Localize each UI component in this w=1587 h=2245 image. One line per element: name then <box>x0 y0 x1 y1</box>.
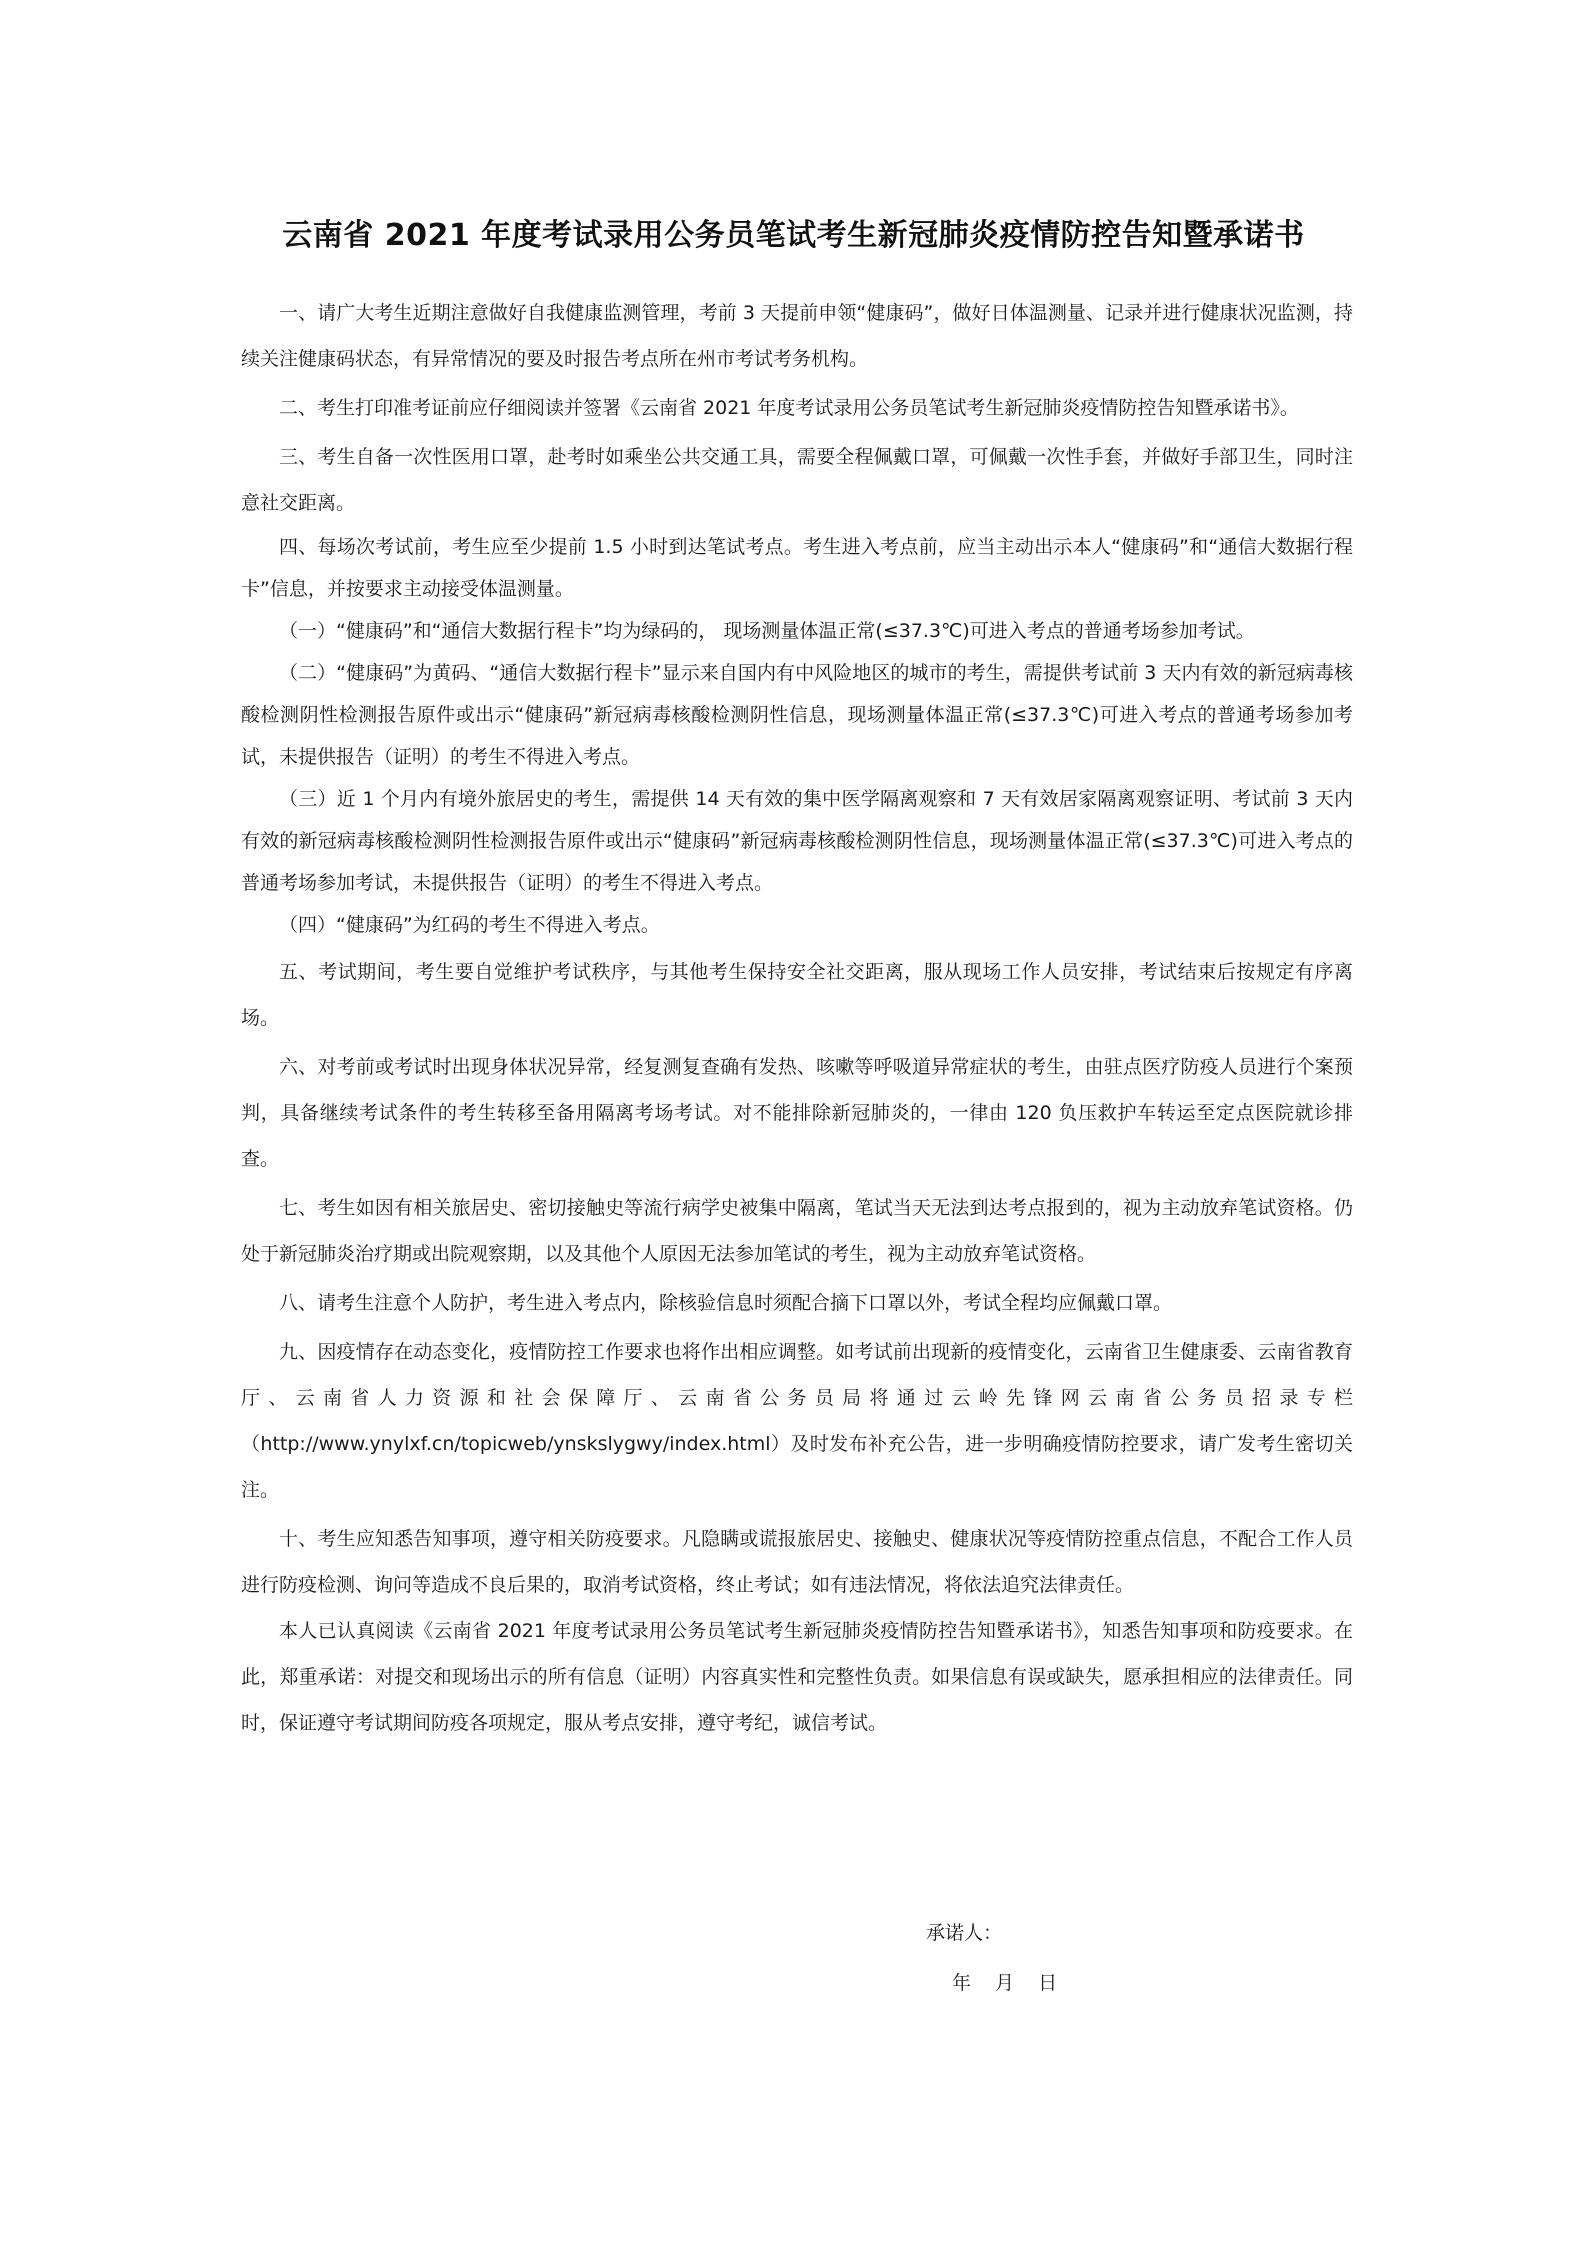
paragraph-4-1: （一）“健康码”和“通信大数据行程卡”均为绿码的， 现场测量体温正常(≤37.3℃)可进入考点的普通考场参加考试。 <box>279 620 1255 642</box>
date-day: 日 <box>1038 1972 1058 1994</box>
paragraph-4-3: （三）近 1 个月内有境外旅居史的考生，需提供 14 天有效的集中医学隔离观察和 7 天有效居家隔离观察证明、考试前 3 天内有效的新冠病毒核酸检测阴性检测报告原件或出示“健康码”新冠病毒核酸检测阴性信息，现场测量体温正常(≤37.3℃)可进入考点的普通考场参加考试，未提供报告（证明）的考生不得进入考点。 <box>241 788 1353 894</box>
commitment-paragraph: 本人已认真阅读《云南省 2021 年度考试录用公务员笔试考生新冠肺炎疫情防控告知暨承诺书》，知悉告知事项和防疫要求。在此，郑重承诺：对提交和现场出示的所有信息（证明）内容真实性和完整性负责。如果信息有误或缺失，愿承担相应的法律责任。同时，保证遵守考试期间防疫各项规定，服从考点安排，遵守考纪，诚信考试。 <box>241 1620 1353 1734</box>
date-month: 月 <box>995 1972 1015 1994</box>
document-title: 云南省 2021 年度考试录用公务员笔试考生新冠肺炎疫情防控告知暨承诺书 <box>282 218 1305 253</box>
paragraph-6: 六、对考前或考试时出现身体状况异常，经复测复查确有发热、咳嗽等呼吸道异常症状的考生，由驻点医疗防疫人员进行个案预判，具备继续考试条件的考生转移至备用隔离考场考试。对不能排除新冠肺炎的，一律由 120 负压救护车转运至定点医院就诊排查。 <box>241 1056 1353 1170</box>
paragraph-8: 八、请考生注意个人防护，考生进入考点内，除核验信息时须配合摘下口罩以外，考试全程均应佩戴口罩。 <box>279 1292 1173 1314</box>
signature-label: 承诺人： <box>926 1922 1003 1944</box>
paragraph-4-2: （二）“健康码”为黄码、“通信大数据行程卡”显示来自国内有中风险地区的城市的考生，需提供考试前 3 天内有效的新冠病毒核酸检测阴性检测报告原件或出示“健康码”新冠病毒核酸检测阴性信息，现场测量体温正常(≤37.3℃)可进入考点的普通考场参加考试，未提供报告（证明）的考生不得进入考点。 <box>241 662 1353 768</box>
paragraph-3: 三、考生自备一次性医用口罩，赴考时如乘坐公共交通工具，需要全程佩戴口罩，可佩戴一次性手套，并做好手部卫生，同时注意社交距离。 <box>241 446 1353 514</box>
paragraph-4-4: （四）“健康码”为红码的考生不得进入考点。 <box>279 914 660 936</box>
paragraph-1: 一、请广大考生近期注意做好自我健康监测管理，考前 3 天提前申领“健康码”，做好日体温测量、记录并进行健康状况监测，持续关注健康码状态，有异常情况的要及时报告考点所在州市考试考务机构。 <box>241 302 1353 370</box>
date-year: 年 <box>952 1972 972 1994</box>
paragraph-9: 九、因疫情存在动态变化，疫情防控工作要求也将作出相应调整。如考试前出现新的疫情变化，云南省卫生健康委、云南省教育厅、云南省人力资源和社会保障厅、云南省公务员局将通过云岭先锋网云南省公务员招录专栏（http://www.ynylxf.cn/topicweb/ynskslygwy/index.html）及时发布补充公告，进一步明确疫情防控要求，请广发考生密切关注。 <box>241 1341 1353 1501</box>
paragraph-7: 七、考生如因有相关旅居史、密切接触史等流行病学史被集中隔离，笔试当天无法到达考点报到的，视为主动放弃笔试资格。仍处于新冠肺炎治疗期或出院观察期，以及其他个人原因无法参加笔试的考生，视为主动放弃笔试资格。 <box>241 1197 1353 1265</box>
date-line <box>952 1960 1075 2006</box>
paragraph-10: 十、考生应知悉告知事项，遵守相关防疫要求。凡隐瞒或谎报旅居史、接触史、健康状况等疫情防控重点信息，不配合工作人员进行防疫检测、询问等造成不良后果的，取消考试资格，终止考试；如有违法情况，将依法追究法律责任。 <box>241 1528 1353 1596</box>
paragraph-4: 四、每场次考试前，考生应至少提前 1.5 小时到达笔试考点。考生进入考点前，应当主动出示本人“健康码”和“通信大数据行程卡”信息，并按要求主动接受体温测量。 <box>241 536 1353 600</box>
paragraph-5: 五、考试期间，考生要自觉维护考试秩序，与其他考生保持安全社交距离，服从现场工作人员安排，考试结束后按规定有序离场。 <box>241 961 1353 1029</box>
paragraph-2: 二、考生打印准考证前应仔细阅读并签署《云南省 2021 年度考试录用公务员笔试考生新冠肺炎疫情防控告知暨承诺书》。 <box>279 397 1299 419</box>
document-body <box>241 290 1353 1746</box>
